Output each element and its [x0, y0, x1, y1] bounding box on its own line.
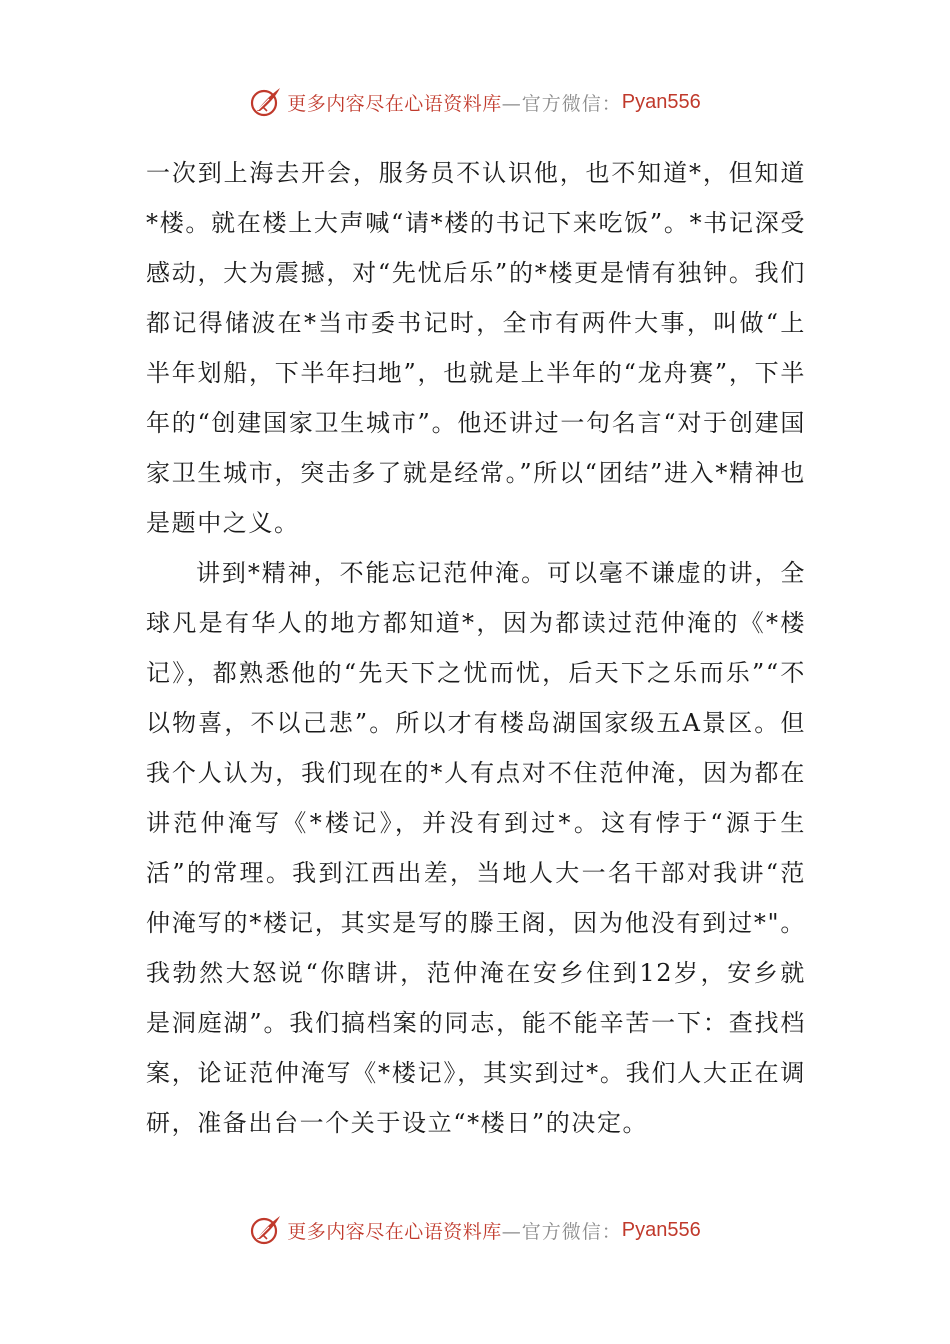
- paragraph-2: 讲到*精神，不能忘记范仲淹。可以毫不谦虚的讲，全球凡是有华人的地方都知道*，因为都读过范仲淹的《*楼记》，都熟悉他的“先天下之忧而忧，后天下之乐而乐”“不以物喜，不以己悲”。所以才有楼岛湖国家级五A景区。但我个人认为，我们现在的*人有点对不住范仲淹，因为都在讲范仲淹写《*楼记》，并没有到过*。这有悖于“源于生活”的常理。我到江西出差，当地人大一名干部对我讲“范仲淹写的*楼记，其实是写的滕王阁，因为他没有到过*"。我勃然大怒说“你瞎讲，范仲淹在安乡住到12岁，安乡就是洞庭湖”。我们搞档案的同志，能不能辛苦一下：查找档案，论证范仲淹写《*楼记》，其实到过*。我们人大正在调研，准备出台一个关于设立“*楼日”的决定。: [146, 559, 806, 1137]
- quill-logo-icon: [249, 1213, 283, 1247]
- footer-banner: [0, 1208, 950, 1252]
- paragraph-1: 一次到上海去开会，服务员不认识他，也不知道*，但知道*楼。就在楼上大声喊“请*楼的书记下来吃饭”。*书记深受感动，大为震撼，对“先忧后乐”的*楼更是情有独钟。我们都记得储波在*当市委书记时，全市有两件大事，叫做“上半年划船，下半年扫地”，也就是上半年的“龙舟赛”，下半年的“创建国家卫生城市”。他还讲过一句名言“对于创建国家卫生城市，突击多了就是经常。”所以“团结”进入*精神也是题中之义。: [146, 159, 806, 537]
- brand-text: 更多内容尽在心语资料库: [287, 92, 502, 115]
- document-body: [146, 148, 806, 1148]
- wechat-id: Pyan556: [621, 1218, 701, 1241]
- official-wechat-label: —官方微信：: [501, 1220, 622, 1243]
- quill-logo-icon: [249, 85, 283, 119]
- wechat-id: Pyan556: [621, 90, 701, 113]
- official-wechat-label: —官方微信：: [501, 92, 622, 115]
- header-banner: [0, 80, 950, 124]
- brand-text: 更多内容尽在心语资料库: [287, 1220, 502, 1243]
